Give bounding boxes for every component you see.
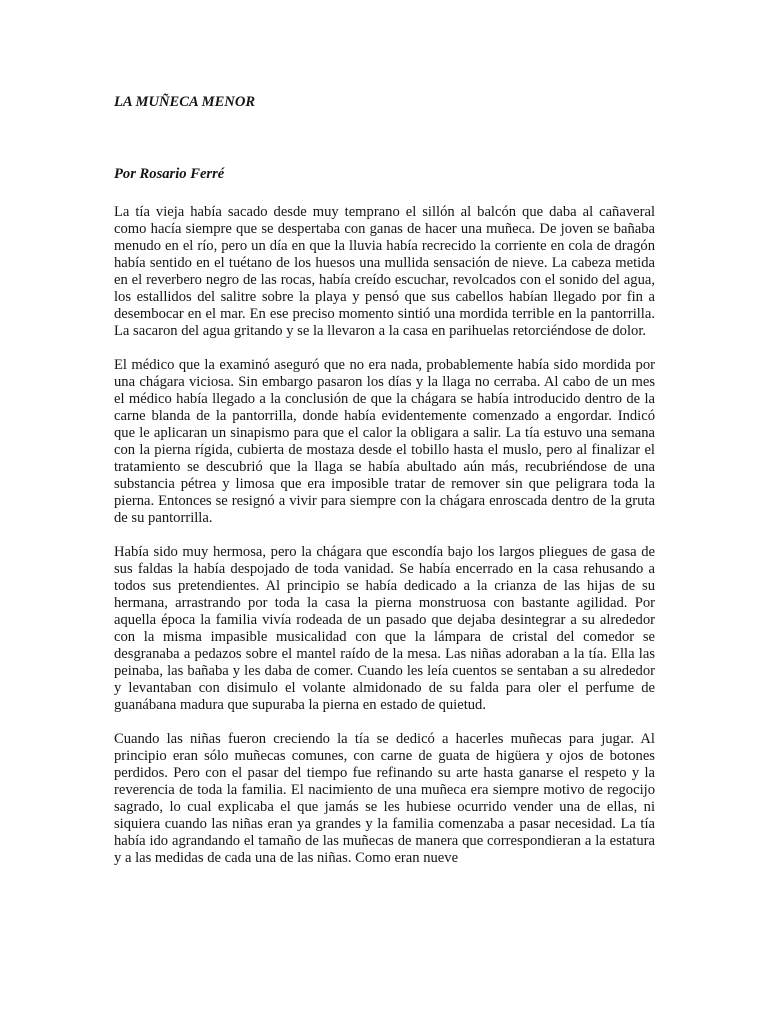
paragraph-4: Cuando las niñas fueron creciendo la tía se dedicó a hacerles muñecas para jugar. Al principio eran sólo muñecas comunes, con carne de guata de higüera y ojos de botones perdidos. Pero con el pasar del tiempo fue refinando su arte hasta ganarse el respeto y la reverencia de toda la familia. El nacimiento de una muñeca era siempre motivo de regocijo sagrado, lo cual explicaba el que jamás se les hubiese ocurrido vender una de ellas, ni siquiera cuando las niñas eran ya grandes y la familia comenzaba a pasar necesidad. La tía había ido agrandando el tamaño de las muñecas de manera que correspondieran a la estatura y a las medidas de cada una de las niñas. Como eran nueve xyxy=(114,731,655,866)
paragraph-1: La tía vieja había sacado desde muy temprano el sillón al balcón que daba al cañaveral como hacía siempre que se despertaba con ganas de hacer una muñeca. De joven se bañaba menudo en el río, pero un día en que la lluvia había recrecido la corriente en cola de dragón había sentido en el tuétano de los huesos una mullida sensación de nieve. La cabeza metida en el reverbero negro de las rocas, había creído escuchar, revolcados con el sonido del agua, los estallidos del salitre sobre la playa y pensó que sus cabellos habían llegado por fin a desembocar en el mar. En ese preciso momento sintió una mordida terrible en la pantorrilla. La sacaron del agua gritando y se la llevaron a la casa en parihuelas retorciéndose de dolor. xyxy=(114,204,655,339)
document-title: LA MUÑECA MENOR xyxy=(114,94,256,110)
document-body xyxy=(114,204,655,884)
paragraph-3: Había sido muy hermosa, pero la chágara que escondía bajo los largos pliegues de gasa de sus faldas la había despojado de toda vanidad. Se había encerrado en la casa rehusando a todos sus pretendientes. Al principio se había dedicado a la crianza de las hijas de su hermana, arrastrando por toda la casa la pierna monstruosa con bastante agilidad. Por aquella época la familia vivía rodeada de un pasado que dejaba desintegrar a su alrededor con la misma impasible musicalidad con que la lámpara de cristal del comedor se desgranaba a pedazos sobre el mantel raído de la mesa. Las niñas adoraban a la tía. Ella las peinaba, las bañaba y les daba de comer. Cuando les leía cuentos se sentaban a su alrededor y levantaban con disimulo el volante almidonado de su falda para oler el perfume de guanábana madura que supuraba la pierna en estado de quietud. xyxy=(114,544,655,713)
paragraph-2: El médico que la examinó aseguró que no era nada, probablemente había sido mordida por una chágara viciosa. Sin embargo pasaron los días y la llaga no cerraba. Al cabo de un mes el médico había llegado a la conclusión de que la chágara se había introducido dentro de la carne blanda de la pantorrilla, donde había evidentemente comenzado a engordar. Indicó que le aplicaran un sinapismo para que el calor la obligara a salir. La tía estuvo una semana con la pierna rígida, cubierta de mostaza desde el tobillo hasta el muslo, pero al finalizar el tratamiento se descubrió que la llaga se había abultado aún más, recubriéndose de una substancia pétrea y limosa que era imposible tratar de remover sin que peligrara toda la pierna. Entonces se resignó a vivir para siempre con la chágara enroscada dentro de la gruta de su pantorrilla. xyxy=(114,357,655,526)
document-author: Por Rosario Ferré xyxy=(114,166,225,182)
document-content xyxy=(114,94,655,866)
